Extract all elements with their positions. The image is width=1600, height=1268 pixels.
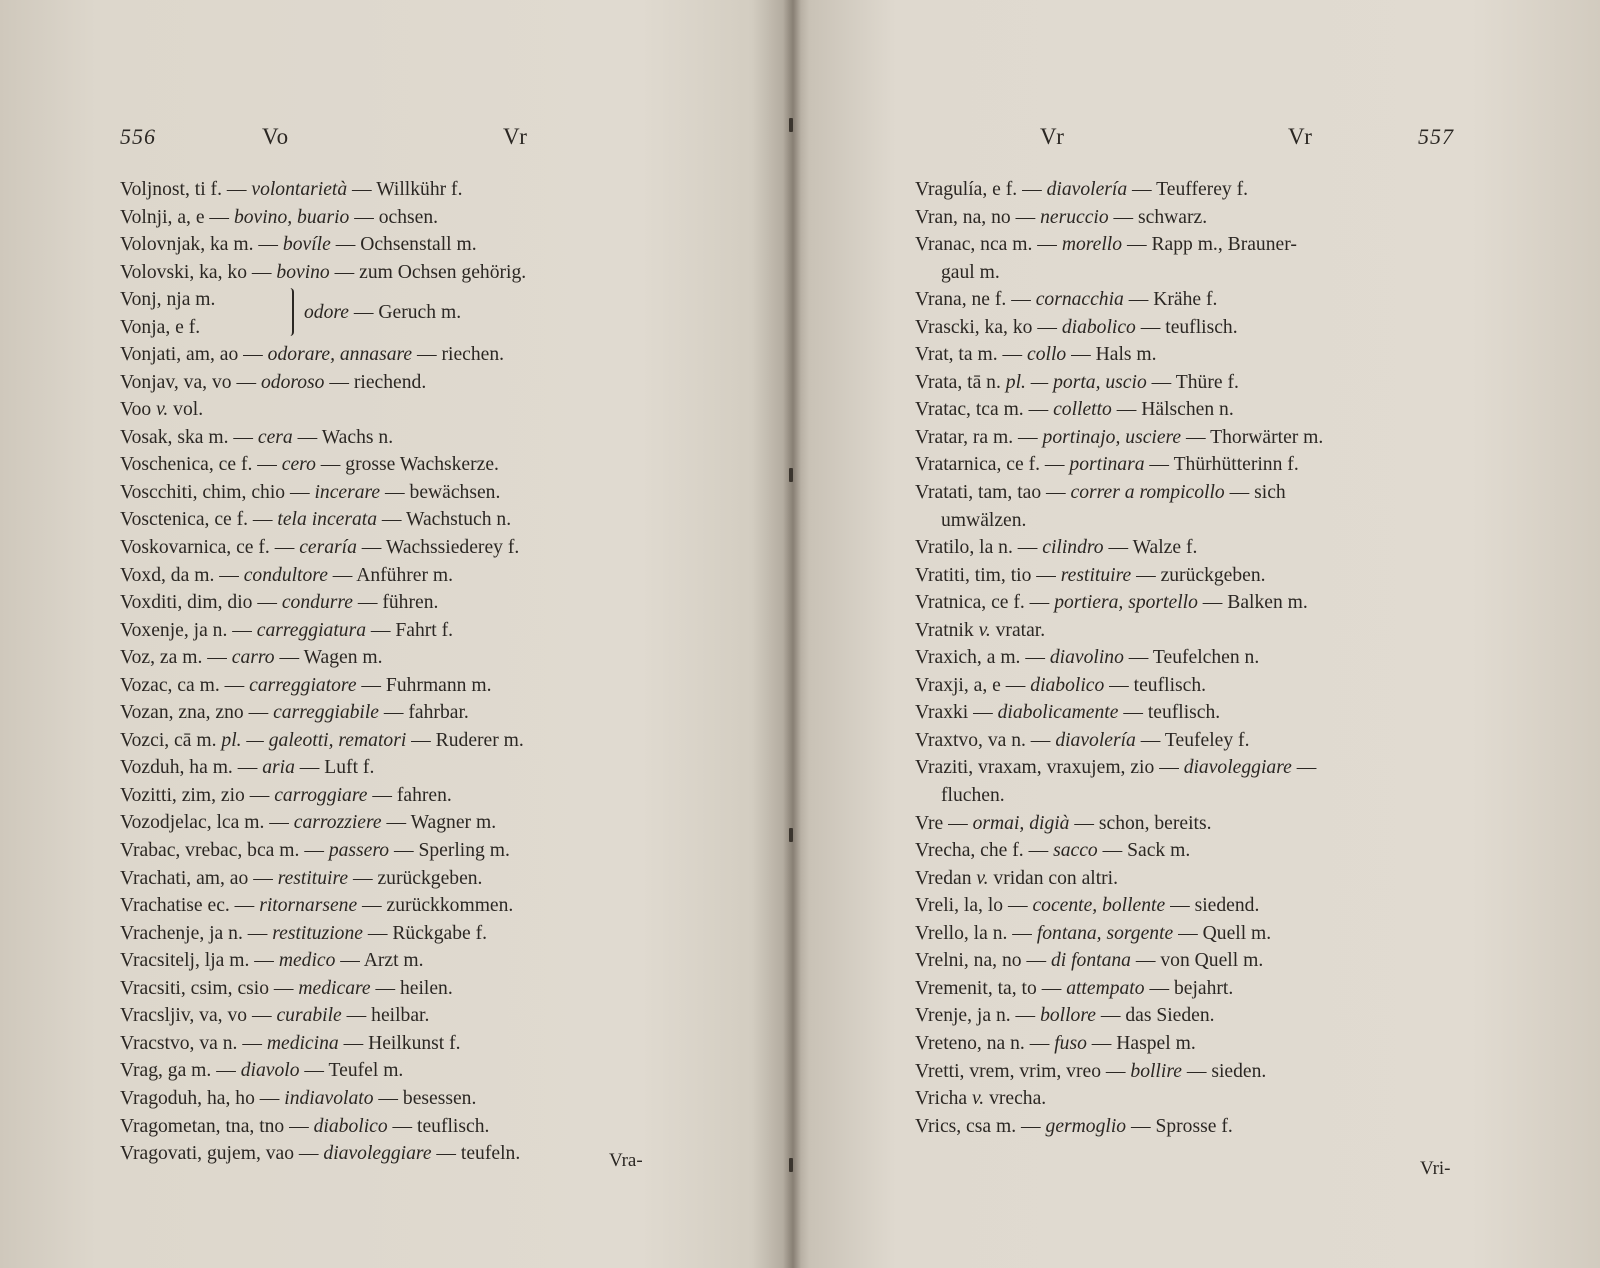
entry-italian: portinara bbox=[1069, 454, 1145, 476]
entry-german: — zurückkommen. bbox=[357, 895, 514, 917]
dictionary-entry bbox=[915, 947, 1475, 975]
entry-italian: condurre bbox=[281, 592, 353, 614]
entry-headword: Voxenje, ja n. — bbox=[120, 619, 257, 641]
dictionary-entry bbox=[120, 204, 685, 232]
entry-italian: medico bbox=[278, 950, 336, 972]
dictionary-entry bbox=[120, 1113, 685, 1141]
dictionary-entry bbox=[915, 369, 1475, 397]
binding-stitch bbox=[789, 828, 793, 842]
entry-german: — Thorwärter m. bbox=[1181, 426, 1324, 448]
entry-italian: aria bbox=[262, 757, 295, 779]
entry-german: — Sprosse f. bbox=[1126, 1115, 1233, 1137]
entry-headword: Vrachatise ec. — bbox=[120, 895, 260, 917]
dictionary-entry bbox=[120, 837, 685, 865]
entry-headword: Vrachati, am, ao — bbox=[120, 867, 278, 889]
dictionary-entry bbox=[915, 865, 1475, 893]
entry-headword: fluchen. bbox=[941, 785, 1005, 807]
dictionary-entry bbox=[120, 534, 685, 562]
running-header bbox=[120, 124, 680, 158]
dictionary-entry bbox=[120, 1002, 685, 1030]
entry-headword: Vonja, e f. bbox=[120, 316, 201, 338]
entry-italian: v. bbox=[156, 399, 169, 421]
entry-headword: Voschenica, ce f. — bbox=[120, 454, 282, 476]
dictionary-entry bbox=[915, 204, 1475, 232]
entry-headword: Vozci, cā m. bbox=[120, 729, 222, 751]
entry-german: — Wachssiederey f. bbox=[356, 537, 520, 559]
entry-headword: Vracstvo, va n. — bbox=[120, 1032, 267, 1054]
dictionary-entry bbox=[120, 424, 685, 452]
entry-german: — ochsen. bbox=[349, 206, 439, 228]
entry-headword: Vranac, nca m. — bbox=[915, 234, 1062, 256]
entry-german: — sieden. bbox=[1181, 1060, 1267, 1082]
entry-german: — schon, bereits. bbox=[1069, 812, 1212, 834]
entry-german: — Thüre f. bbox=[1146, 371, 1239, 393]
entry-headword: Volovski, ka, ko — bbox=[120, 261, 277, 283]
brace-definition bbox=[304, 299, 461, 327]
entry-headword: Vracsitelj, lja m. — bbox=[120, 950, 279, 972]
entry-headword: Vraxtvo, va n. — bbox=[915, 729, 1056, 751]
entry-german: — Rapp m., Brauner- bbox=[1122, 234, 1297, 256]
entry-headword: Vozduh, ha m. — bbox=[120, 757, 263, 779]
entry-headword: Vrana, ne f. — bbox=[915, 289, 1036, 311]
binding-stitch bbox=[789, 468, 793, 482]
dictionary-entry bbox=[120, 231, 685, 259]
running-header bbox=[1040, 124, 1460, 158]
entry-italian: condultore bbox=[243, 564, 328, 586]
entry-headword: Vracsiti, csim, csio — bbox=[120, 977, 299, 999]
entry-german: — siedend. bbox=[1165, 895, 1260, 917]
entry-german: — Geruch m. bbox=[349, 302, 462, 324]
entry-headword: Vozitti, zim, zio — bbox=[120, 784, 275, 806]
entry-german: — bejahrt. bbox=[1144, 977, 1234, 999]
entry-italian: volontarietà bbox=[251, 179, 348, 200]
page-number: 556 bbox=[120, 124, 156, 149]
entry-german: — Sack m. bbox=[1097, 840, 1191, 862]
dictionary-entry bbox=[120, 699, 685, 727]
dictionary-entry bbox=[915, 617, 1475, 645]
dictionary-entry bbox=[120, 617, 685, 645]
entry-italian: fuso bbox=[1054, 1032, 1087, 1054]
dictionary-entry bbox=[120, 479, 685, 507]
dictionary-entry bbox=[915, 892, 1475, 920]
entry-italian: cocente, bollente bbox=[1032, 895, 1166, 917]
entry-italian: carreggiatura bbox=[256, 619, 366, 641]
entry-headword: Vretti, vrem, vrim, vreo — bbox=[915, 1060, 1131, 1082]
dictionary-entry bbox=[915, 314, 1475, 342]
entry-continuation bbox=[915, 507, 1475, 535]
entry-german: — Quell m. bbox=[1173, 922, 1272, 944]
dictionary-entry bbox=[915, 231, 1475, 259]
entry-headword: Vratar, ra m. — bbox=[915, 426, 1043, 448]
entry-italian: incerare bbox=[314, 481, 381, 503]
entry-italian: diabolico bbox=[1061, 316, 1136, 338]
entry-headword: Vratilo, la n. — bbox=[915, 537, 1043, 559]
dictionary-entry bbox=[915, 810, 1475, 838]
dictionary-entry bbox=[915, 1002, 1475, 1030]
left-page bbox=[0, 0, 790, 1268]
entry-italian: diabolicamente bbox=[997, 702, 1119, 724]
entry-german: — besessen. bbox=[373, 1087, 477, 1109]
entry-italian: carro bbox=[231, 647, 275, 669]
entry-german: — von Quell m. bbox=[1130, 950, 1264, 972]
entry-german: — führen. bbox=[352, 592, 439, 614]
entry-headword: Vragulía, e f. — bbox=[915, 179, 1047, 200]
entry-italian: carrozziere bbox=[293, 812, 382, 834]
entry-italian: portiera, sportello bbox=[1054, 592, 1198, 614]
entry-headword: Vratati, tam, tao — bbox=[915, 482, 1071, 504]
dictionary-entry bbox=[915, 699, 1475, 727]
dictionary-entry bbox=[120, 341, 685, 369]
entry-italian: ceraría bbox=[299, 537, 357, 559]
entry-german: — teufeln. bbox=[431, 1143, 521, 1165]
entry-italian: cero bbox=[281, 454, 316, 476]
entry-german: — Wagner m. bbox=[381, 812, 497, 834]
entry-headword: Voscchiti, chim, chio — bbox=[120, 481, 315, 503]
entry-headword: Vragoduh, ha, ho — bbox=[120, 1087, 285, 1109]
entry-headword: Vratiti, tim, tio — bbox=[915, 564, 1061, 586]
entry-german: — grosse Wachskerze. bbox=[315, 454, 499, 476]
dictionary-entry bbox=[915, 1058, 1475, 1086]
entry-german: — Hälschen n. bbox=[1111, 399, 1234, 421]
page-number: 557 bbox=[1418, 124, 1454, 149]
entry-italian: bollore bbox=[1040, 1005, 1096, 1027]
entry-italian: correr a rompicollo bbox=[1070, 482, 1225, 504]
entry-headword: Vozac, ca m. — bbox=[120, 674, 250, 696]
dictionary-entry bbox=[120, 947, 685, 975]
entry-headword: Vricha bbox=[915, 1088, 973, 1110]
entry-italian: diabolico bbox=[313, 1115, 388, 1137]
entry-italian: passero bbox=[328, 840, 390, 862]
entry-german: — heilen. bbox=[370, 977, 453, 999]
entry-german: — Heilkunst f. bbox=[338, 1032, 461, 1054]
entry-italian: restituzione bbox=[272, 922, 363, 944]
catchword: Vri- bbox=[1420, 1158, 1451, 1179]
entry-italian: v. bbox=[976, 867, 989, 889]
dictionary-entry bbox=[120, 589, 685, 617]
dictionary-entry bbox=[120, 1140, 685, 1168]
dictionary-entry bbox=[915, 1030, 1475, 1058]
entry-italian: medicina bbox=[266, 1032, 339, 1054]
entry-headword: Vratnik bbox=[915, 619, 979, 641]
entry-german: — bbox=[1291, 757, 1317, 779]
entry-german: — zum Ochsen gehörig. bbox=[329, 261, 527, 283]
entry-italian: di fontana bbox=[1050, 950, 1131, 972]
entry-german: — Wachs n. bbox=[292, 426, 394, 448]
dictionary-entry bbox=[120, 644, 685, 672]
brace-entry bbox=[120, 286, 685, 341]
entry-italian: attempato bbox=[1066, 977, 1145, 999]
entry-headword: Vragovati, gujem, vao — bbox=[120, 1143, 324, 1165]
entry-headword: Voskovarnica, ce f. — bbox=[120, 537, 300, 559]
entry-german: — teuflisch. bbox=[387, 1115, 490, 1137]
entry-german: — sich bbox=[1224, 482, 1286, 504]
entry-headword: Vreteno, na n. — bbox=[915, 1032, 1055, 1054]
entry-headword: Vre — bbox=[915, 812, 973, 834]
entry-headword: Vratarnica, ce f. — bbox=[915, 454, 1070, 476]
dictionary-entry bbox=[915, 534, 1475, 562]
entry-headword: Vrabac, vrebac, bca m. — bbox=[120, 840, 329, 862]
dictionary-entry bbox=[120, 1030, 685, 1058]
entry-headword: Vrecha, che f. — bbox=[915, 840, 1054, 862]
entry-italian: pl. — galeotti, rematori bbox=[221, 729, 407, 751]
entry-headword: Vonjati, am, ao — bbox=[120, 344, 268, 366]
entry-headword: Vosak, ska m. — bbox=[120, 426, 258, 448]
entry-italian: medicare bbox=[298, 977, 371, 999]
entry-german: vratar. bbox=[990, 619, 1046, 641]
dictionary-entry bbox=[915, 727, 1475, 755]
entry-german: — teuflisch. bbox=[1118, 702, 1221, 724]
entry-italian: pl. — porta, uscio bbox=[1005, 371, 1147, 393]
entry-headword: Vraziti, vraxam, vraxujem, zio — bbox=[915, 757, 1184, 779]
entry-german: — schwarz. bbox=[1108, 206, 1208, 228]
entry-german: — Wagen m. bbox=[274, 647, 383, 669]
entry-german: vrecha. bbox=[984, 1088, 1047, 1110]
entry-headword: Vozodjelac, lca m. — bbox=[120, 812, 294, 834]
entry-italian: odoroso bbox=[260, 371, 325, 393]
entry-italian: germoglio bbox=[1045, 1115, 1127, 1137]
entry-headword: Vrelni, na, no — bbox=[915, 950, 1051, 972]
entry-italian: tela incerata bbox=[277, 509, 377, 531]
entry-italian: carroggiare bbox=[274, 784, 368, 806]
entry-german: — Hals m. bbox=[1066, 344, 1157, 366]
entry-german: — Teufferey f. bbox=[1127, 179, 1249, 200]
dictionary-entry bbox=[120, 369, 685, 397]
entry-italian: bovino, buario bbox=[233, 206, 350, 228]
entry-german: — zurückgeben. bbox=[348, 867, 483, 889]
entry-headword: Voljnost, ti f. — bbox=[120, 179, 252, 200]
entry-headword: Vrascki, ka, ko — bbox=[915, 316, 1062, 338]
entry-italian: bovíle bbox=[282, 234, 331, 256]
entry-italian: indiavolato bbox=[284, 1087, 374, 1109]
dictionary-entry bbox=[915, 672, 1475, 700]
entry-german: — Anführer m. bbox=[327, 564, 454, 586]
entry-headword: Vredan bbox=[915, 867, 977, 889]
entry-german: — Ruderer m. bbox=[406, 729, 524, 751]
entry-headword: Vonjav, va, vo — bbox=[120, 371, 261, 393]
dictionary-entry bbox=[120, 727, 685, 755]
entry-headword: Vonj, nja m. bbox=[120, 289, 216, 311]
header-guide-left: Vo bbox=[262, 124, 290, 149]
entry-headword: Vraxji, a, e — bbox=[915, 674, 1031, 696]
catchword: Vra- bbox=[609, 1150, 643, 1171]
entry-italian: diabolico bbox=[1030, 674, 1105, 696]
entry-italian: cornacchia bbox=[1035, 289, 1124, 311]
entry-german: — teuflisch. bbox=[1135, 316, 1238, 338]
entry-german: — Teufeley f. bbox=[1135, 729, 1250, 751]
entry-headword: Voz, za m. — bbox=[120, 647, 232, 669]
entry-german: — Teufel m. bbox=[299, 1060, 404, 1082]
entry-headword: Vratnica, ce f. — bbox=[915, 592, 1055, 614]
dictionary-entry bbox=[120, 259, 685, 287]
dictionary-entry bbox=[915, 644, 1475, 672]
dictionary-entry bbox=[120, 920, 685, 948]
entry-headword: Voxd, da m. — bbox=[120, 564, 244, 586]
entry-german: — riechen. bbox=[412, 344, 505, 366]
entry-italian: diavoleggiare bbox=[1183, 757, 1292, 779]
entry-headword: Vrachenje, ja n. — bbox=[120, 922, 273, 944]
entry-german: — Balken m. bbox=[1197, 592, 1308, 614]
dictionary-entry bbox=[915, 754, 1475, 782]
entry-headword: umwälzen. bbox=[941, 509, 1027, 531]
entry-italian: cilindro bbox=[1042, 537, 1104, 559]
entry-italian: bollire bbox=[1130, 1060, 1182, 1082]
dictionary-entry bbox=[915, 837, 1475, 865]
entry-italian: diavolería bbox=[1055, 729, 1136, 751]
entry-continuation bbox=[915, 259, 1475, 287]
dictionary-entry bbox=[120, 396, 685, 424]
entry-german: — Haspel m. bbox=[1086, 1032, 1196, 1054]
entry-german: — riechend. bbox=[324, 371, 427, 393]
entry-headword: Voo bbox=[120, 399, 157, 421]
entry-german: — Fuhrmann m. bbox=[356, 674, 492, 696]
entry-german: — Krähe f. bbox=[1123, 289, 1218, 311]
entry-list bbox=[120, 176, 685, 1168]
entry-headword: Vozan, zna, zno — bbox=[120, 702, 274, 724]
entry-german: — das Sieden. bbox=[1095, 1005, 1215, 1027]
entry-headword: Vosctenica, ce f. — bbox=[120, 509, 278, 531]
dictionary-entry bbox=[915, 176, 1475, 204]
binding-stitch bbox=[789, 118, 793, 132]
entry-headword: Vrello, la n. — bbox=[915, 922, 1037, 944]
entry-german: — heilbar. bbox=[341, 1005, 430, 1027]
entry-german: — Teufelchen n. bbox=[1123, 647, 1260, 669]
entry-headword: Vratac, tca m. — bbox=[915, 399, 1054, 421]
dictionary-entry bbox=[120, 754, 685, 782]
entry-headword: Vrata, tā n. bbox=[915, 371, 1006, 393]
entry-headword: Volnji, a, e — bbox=[120, 206, 234, 228]
entry-continuation bbox=[915, 782, 1475, 810]
entry-headword: Vremenit, ta, to — bbox=[915, 977, 1067, 999]
brace-mark bbox=[284, 288, 294, 336]
entry-italian: morello bbox=[1061, 234, 1123, 256]
entry-italian: diavoleggiare bbox=[323, 1143, 432, 1165]
entry-italian: v. bbox=[972, 1088, 985, 1110]
entry-list bbox=[915, 176, 1475, 1140]
entry-italian: ritornarsene bbox=[259, 895, 358, 917]
entry-german: — Arzt m. bbox=[335, 950, 424, 972]
entry-german: — Willkühr f. bbox=[347, 179, 463, 200]
dictionary-entry bbox=[915, 451, 1475, 479]
entry-headword: Vraxich, a m. — bbox=[915, 647, 1050, 669]
dictionary-entry bbox=[915, 1085, 1475, 1113]
entry-italian: carreggiatore bbox=[249, 674, 357, 696]
entry-italian: portinajo, usciere bbox=[1042, 426, 1182, 448]
dictionary-entry bbox=[120, 1057, 685, 1085]
entry-headword: Vrat, ta m. — bbox=[915, 344, 1028, 366]
dictionary-entry bbox=[915, 286, 1475, 314]
dictionary-entry bbox=[120, 451, 685, 479]
dictionary-entry bbox=[120, 672, 685, 700]
entry-italian: colletto bbox=[1053, 399, 1112, 421]
dictionary-entry bbox=[120, 176, 685, 204]
dictionary-entry bbox=[915, 975, 1475, 1003]
entry-headword: Vreli, la, lo — bbox=[915, 895, 1033, 917]
entry-headword: gaul m. bbox=[941, 261, 1000, 283]
entry-german: — Thürhütterinn f. bbox=[1144, 454, 1299, 476]
entry-german: vridan con altri. bbox=[988, 867, 1119, 889]
dictionary-entry bbox=[120, 782, 685, 810]
entry-italian: ormai, digià bbox=[972, 812, 1070, 834]
entry-german: vol. bbox=[168, 399, 204, 421]
dictionary-entry bbox=[120, 506, 685, 534]
entry-german: — teuflisch. bbox=[1104, 674, 1207, 696]
entry-headword: Vraxki — bbox=[915, 702, 998, 724]
entry-italian: neruccio bbox=[1040, 206, 1109, 228]
entry-german: — bewächsen. bbox=[380, 481, 501, 503]
entry-german: — Wachstuch n. bbox=[377, 509, 512, 531]
entry-german: — Fahrt f. bbox=[366, 619, 454, 641]
dictionary-entry bbox=[915, 479, 1475, 507]
header-guide-right: Vr bbox=[1288, 124, 1313, 149]
entry-italian: collo bbox=[1027, 344, 1067, 366]
entry-german: — Walze f. bbox=[1103, 537, 1198, 559]
header-guide-right: Vr bbox=[503, 124, 528, 149]
entry-german: — Luft f. bbox=[294, 757, 375, 779]
entry-headword: Volovnjak, ka m. — bbox=[120, 234, 283, 256]
dictionary-entry bbox=[120, 975, 685, 1003]
binding-stitch bbox=[789, 1158, 793, 1172]
entry-headword: Vracsljiv, va, vo — bbox=[120, 1005, 277, 1027]
entry-headword: Vrenje, ja n. — bbox=[915, 1005, 1041, 1027]
right-page bbox=[800, 0, 1600, 1268]
entry-italian: sacco bbox=[1053, 840, 1098, 862]
dictionary-entry bbox=[120, 562, 685, 590]
entry-italian: cera bbox=[257, 426, 293, 448]
dictionary-entry bbox=[120, 892, 685, 920]
entry-italian: bovino bbox=[276, 261, 330, 283]
entry-italian: diavolino bbox=[1049, 647, 1124, 669]
entry-italian: odore bbox=[304, 302, 349, 324]
entry-german: — fahrbar. bbox=[379, 702, 469, 724]
entry-italian: restituire bbox=[277, 867, 349, 889]
dictionary-entry bbox=[915, 1113, 1475, 1141]
entry-italian: curabile bbox=[276, 1005, 342, 1027]
dictionary-entry bbox=[120, 865, 685, 893]
dictionary-entry bbox=[915, 589, 1475, 617]
header-guide-left: Vr bbox=[1040, 124, 1065, 149]
dictionary-entry bbox=[915, 424, 1475, 452]
entry-italian: carreggiabile bbox=[273, 702, 380, 724]
entry-headword: Vrics, csa m. — bbox=[915, 1115, 1046, 1137]
entry-german: — Sperling m. bbox=[389, 840, 510, 862]
dictionary-entry bbox=[120, 1085, 685, 1113]
dictionary-entry bbox=[915, 920, 1475, 948]
entry-german: — Rückgabe f. bbox=[362, 922, 488, 944]
entry-italian: v. bbox=[978, 619, 991, 641]
dictionary-entry bbox=[915, 341, 1475, 369]
dictionary-entry bbox=[915, 562, 1475, 590]
entry-headword: Voxditi, dim, dio — bbox=[120, 592, 282, 614]
entry-german: — Ochsenstall m. bbox=[330, 234, 477, 256]
entry-italian: odorare, annasare bbox=[267, 344, 413, 366]
dictionary-entry bbox=[120, 809, 685, 837]
entry-italian: diavolo bbox=[240, 1060, 300, 1082]
entry-german: — fahren. bbox=[367, 784, 452, 806]
entry-italian: diavolería bbox=[1046, 179, 1128, 200]
entry-italian: fontana, sorgente bbox=[1036, 922, 1174, 944]
dictionary-entry bbox=[915, 396, 1475, 424]
entry-german: — zurückgeben. bbox=[1131, 564, 1266, 586]
entry-headword: Vran, na, no — bbox=[915, 206, 1041, 228]
entry-headword: Vragometan, tna, tno — bbox=[120, 1115, 314, 1137]
gutter-shadow bbox=[783, 0, 801, 1268]
entry-headword: Vrag, ga m. — bbox=[120, 1060, 241, 1082]
entry-italian: restituire bbox=[1060, 564, 1132, 586]
